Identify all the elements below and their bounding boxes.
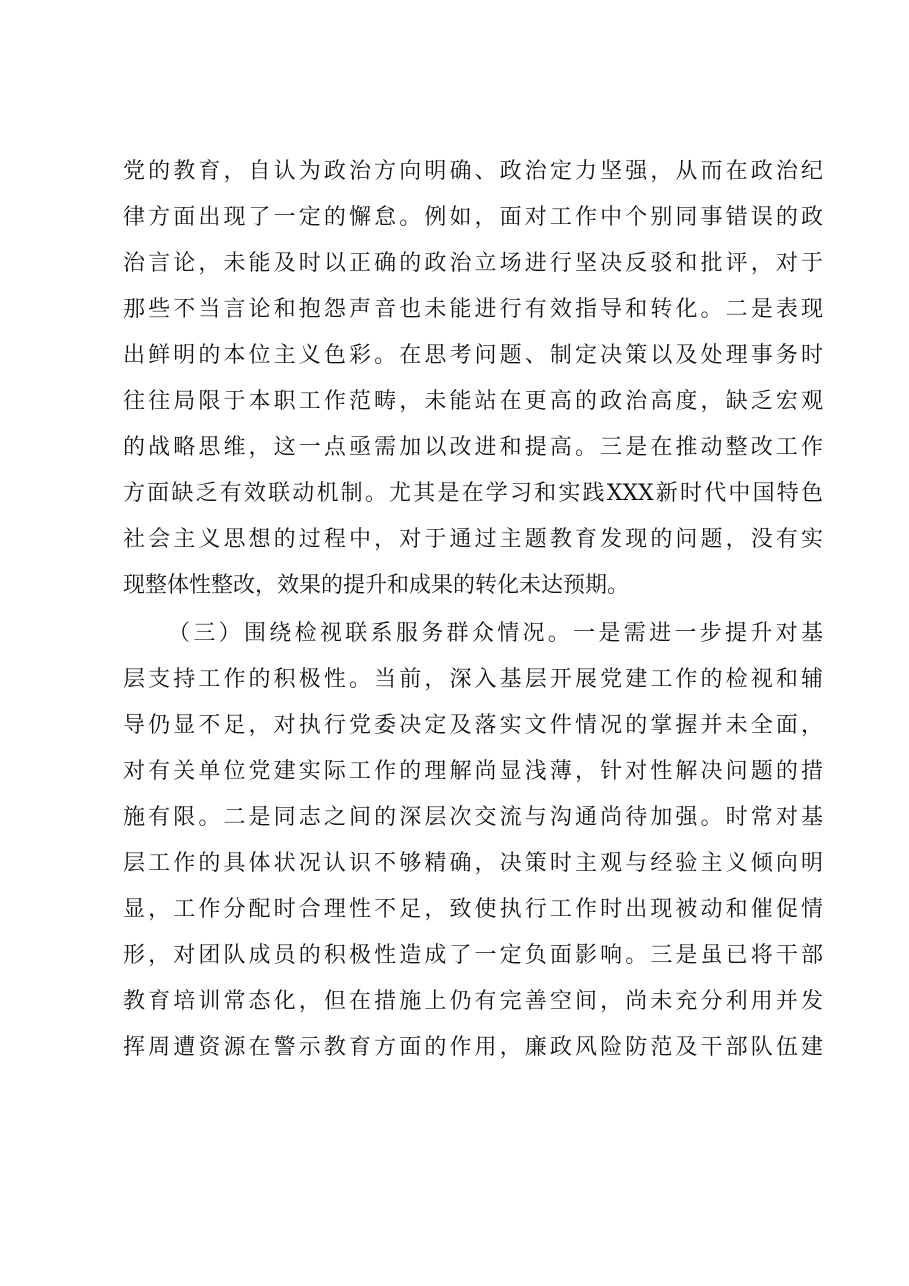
text-line-content: （三）围绕检视联系服务群众情况。一是需进一步提升对基 (168, 621, 823, 646)
text-line-content: 往往局限于本职工作范畴，未能站在更高的政治高度，缺乏宏观 (123, 389, 823, 414)
text-line-content: 层工作的具体状况认识不够精确，决策时主观与经验主义倾向明 (123, 851, 823, 876)
text-line-content: 层支持工作的积极性。当前，深入基层开展党建工作的检视和辅 (123, 667, 823, 692)
text-line-content: 现整体性整改，效果的提升和成果的转化未达预期。 (123, 573, 630, 598)
text-line-content: 形，对团队成员的积极性造成了一定负面影响。三是虽已将干部 (123, 943, 823, 968)
text-line (0, 796, 909, 840)
text-line-content: 方面缺乏有效联动机制。尤其是在学习和实践XXX新时代中国特色 (123, 481, 823, 506)
text-line-content: 显，工作分配时合理性不足，致使执行工作时出现被动和催促情 (123, 897, 823, 922)
text-line-content: 挥周遭资源在警示教育方面的作用，廉政风险防范及干部队伍建 (123, 1035, 823, 1060)
text-line-content: 教育培训常态化，但在措施上仍有完善空间，尚未充分利用并发 (123, 989, 823, 1014)
text-line (0, 288, 909, 332)
text-line (0, 842, 909, 886)
text-line-content: 律方面出现了一定的懈怠。例如，面对工作中个别同事错误的政 (123, 205, 823, 230)
text-line-content: 施有限。二是同志之间的深层次交流与沟通尚待加强。时常对基 (123, 805, 823, 830)
text-line (0, 1026, 909, 1070)
text-line (0, 472, 909, 516)
text-line-content: 那些不当言论和抱怨声音也未能进行有效指导和转化。二是表现 (123, 297, 823, 322)
text-line (0, 750, 909, 794)
text-line-content: 的战略思维，这一点亟需加以改进和提高。三是在推动整改工作 (123, 435, 823, 460)
text-line (0, 704, 909, 748)
text-line (0, 980, 909, 1024)
text-line (0, 658, 909, 702)
text-line-content: 治言论，未能及时以正确的政治立场进行坚决反驳和批评，对于 (123, 251, 823, 276)
text-line (0, 150, 909, 194)
text-line-content: 对有关单位党建实际工作的理解尚显浅薄，针对性解决问题的措 (123, 759, 823, 784)
text-line (0, 380, 909, 424)
section-heading-line (0, 612, 909, 656)
text-line (0, 242, 909, 286)
text-line (0, 888, 909, 932)
text-line (0, 426, 909, 470)
text-line (0, 934, 909, 978)
text-line-content: 党的教育，自认为政治方向明确、政治定力坚强，从而在政治纪 (123, 159, 823, 184)
text-line (0, 334, 909, 378)
text-line-content: 出鲜明的本位主义色彩。在思考问题、制定决策以及处理事务时 (123, 343, 823, 368)
text-line (0, 518, 909, 562)
text-line-content: 导仍显不足，对执行党委决定及落实文件情况的掌握并未全面， (123, 713, 823, 738)
text-line (0, 196, 909, 240)
text-line-content: 社会主义思想的过程中，对于通过主题教育发现的问题，没有实 (123, 527, 823, 552)
text-line (0, 564, 909, 608)
